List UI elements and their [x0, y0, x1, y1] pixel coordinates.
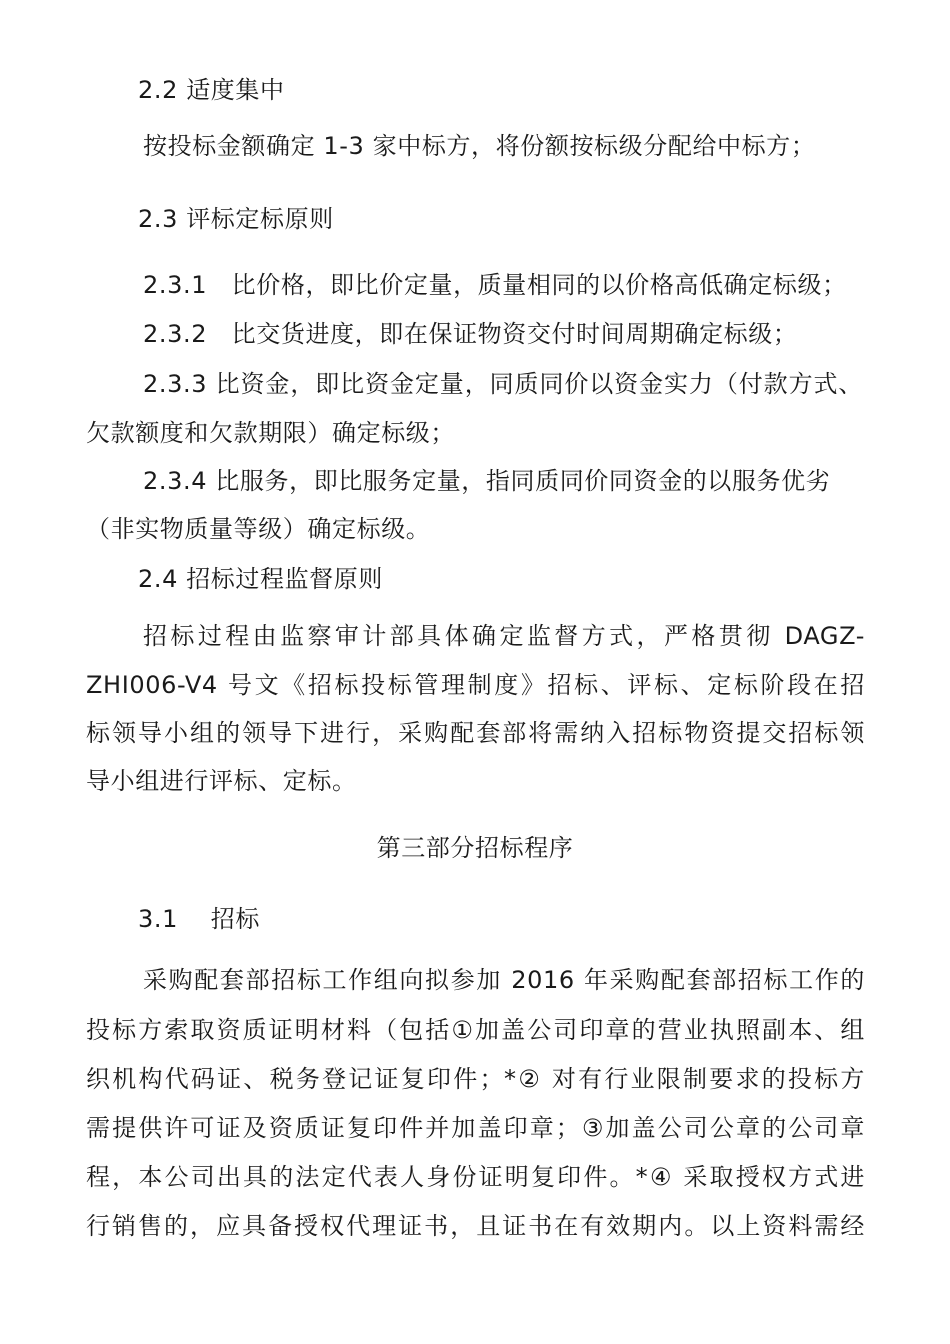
- section-heading-3-1: 3.1 招标: [138, 905, 260, 933]
- paragraph-line: 行销售的，应具备授权代理证书，且证书在有效期内。以上资料需经: [86, 1212, 865, 1240]
- paragraph-line: 招标过程由监察审计部具体确定监督方式，严格贯彻 DAGZ-: [143, 622, 865, 650]
- paragraph-line: 导小组进行评标、定标。: [86, 767, 357, 795]
- paragraph-line: 投标方索取资质证明材料（包括①加盖公司印章的营业执照副本、组: [86, 1016, 865, 1044]
- list-item-2-3-4: 2.3.4 比服务，即比服务定量，指同质同价同资金的以服务优劣: [143, 467, 831, 495]
- paragraph-line: 程，本公司出具的法定代表人身份证明复印件。*④ 采取授权方式进: [86, 1163, 865, 1191]
- section-heading-2-3: 2.3 评标定标原则: [138, 205, 334, 233]
- list-item-2-3-4-cont: （非实物质量等级）确定标级。: [86, 515, 431, 543]
- section-heading-2-4: 2.4 招标过程监督原则: [138, 565, 383, 593]
- paragraph-line: 需提供许可证及资质证复印件并加盖印章；③加盖公司公章的公司章: [86, 1114, 865, 1142]
- paragraph-line: 标领导小组的领导下进行，采购配套部将需纳入招标物资提交招标领: [86, 719, 865, 747]
- list-item-2-3-1: 2.3.1 比价格，即比价定量，质量相同的以价格高低确定标级；: [143, 271, 847, 299]
- paragraph-line: 织机构代码证、税务登记证复印件；*② 对有行业限制要求的投标方: [86, 1065, 865, 1093]
- list-item-2-3-2: 2.3.2 比交货进度，即在保证物资交付时间周期确定标级；: [143, 320, 798, 348]
- list-item-2-3-3: 2.3.3 比资金，即比资金定量，同质同价以资金实力（付款方式、: [143, 370, 863, 398]
- paragraph-line: ZHI006-V4 号文《招标投标管理制度》招标、评标、定标阶段在招: [86, 671, 865, 699]
- section-body-2-2: 按投标金额确定 1-3 家中标方，将份额按标级分配给中标方；: [143, 132, 816, 160]
- paragraph-line: 采购配套部招标工作组向拟参加 2016 年采购配套部招标工作的: [143, 966, 865, 994]
- section-heading-2-2: 2.2 适度集中: [138, 76, 285, 104]
- list-item-2-3-3-cont: 欠款额度和欠款期限）确定标级；: [86, 419, 455, 447]
- part-title: 第三部分招标程序: [376, 834, 574, 862]
